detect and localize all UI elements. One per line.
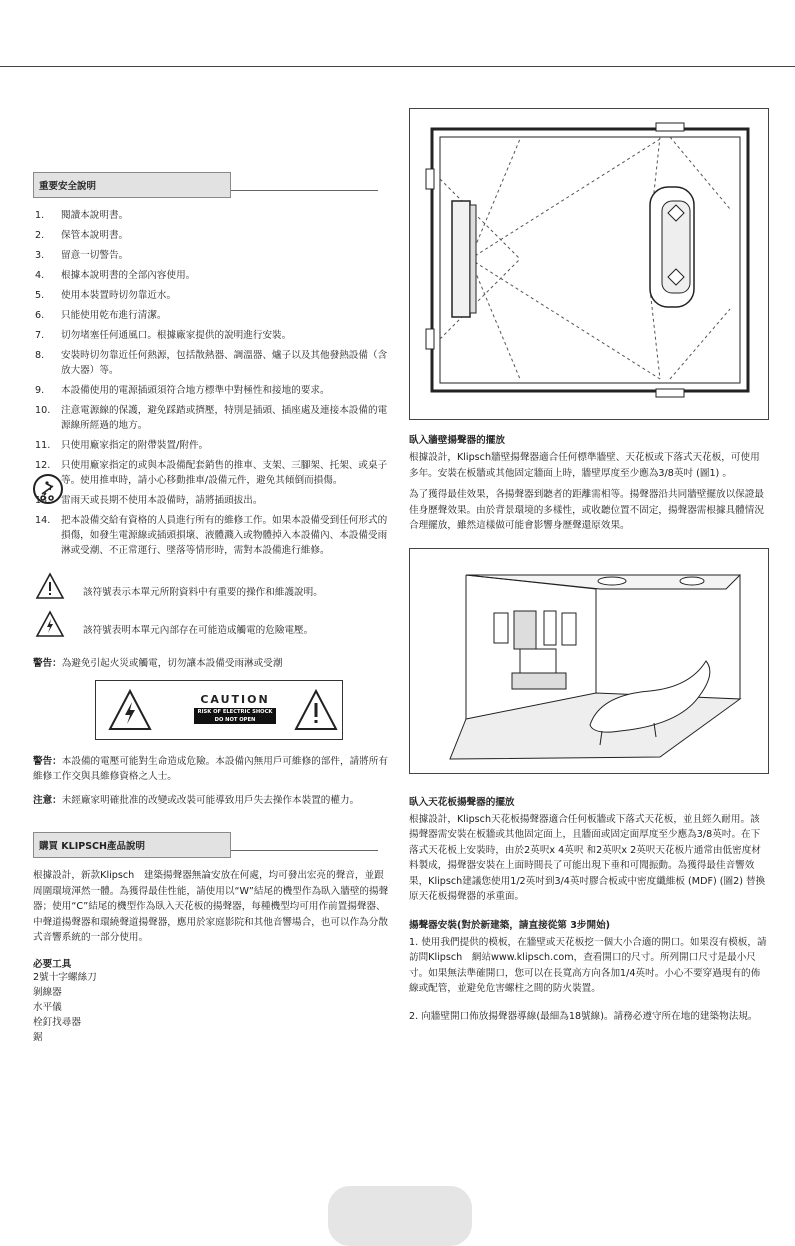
symbol1-text: 該符號表示本單元所附資料中有重要的操作和維護說明。 xyxy=(83,587,323,598)
page-tab xyxy=(328,1186,472,1246)
caution-sub1: RISK OF ELECTRIC SHOCK xyxy=(194,708,276,716)
top-rule xyxy=(0,66,795,67)
list-item: 10. 注意電源線的保護，避免踩踏或擠壓，特別是插頭、插座處及連接本設備的電源線所經過的地方。 xyxy=(35,405,388,431)
list-item: 3. 留意一切警告。 xyxy=(35,250,129,261)
list-item: 4. 根據本說明書的全部內容使用。 xyxy=(35,270,196,281)
purchase-header xyxy=(33,832,391,858)
warning-voltage: 警告：本設備的電壓可能對生命造成危險。本設備內無用戶可維修的部件，請將所有維修工作交與具維修資格之人士。 xyxy=(33,755,388,782)
symbol-row-exclamation xyxy=(33,572,391,606)
purchase-header-label: 購買 KLIPSCH產品說明 xyxy=(39,841,145,852)
notice-modification: 注意：未經廠家明確批准的改變或改裝可能導致用戶失去操作本裝置的權力。 xyxy=(33,794,360,806)
list-item: 2號十字螺絲刀 xyxy=(33,971,97,983)
right-column xyxy=(409,108,769,1030)
list-item: 栓釘找尋器 xyxy=(33,1016,81,1028)
tools-list xyxy=(33,956,391,1045)
lightning-triangle-icon xyxy=(108,689,152,731)
caution-word: CAUTION xyxy=(200,692,270,706)
lightning-triangle-icon xyxy=(35,610,65,638)
figure-wall-layout xyxy=(409,108,769,420)
list-item: 9. 本設備使用的電源插頭須符合地方標準中對極性和接地的要求。 xyxy=(35,385,330,396)
ceiling-paragraph: 根據設計，Klipsch天花板揚聲器適合任何板牆或下落式天花板，並且經久耐用。該揚聲器需安裝在板牆或其他固定面上，且牆面或固定面厚度至少應為3/8英吋。在下落式天花板上安裝時，由於2英呎x 4英呎 和2英呎x 2英呎天花板片通常由低密度材料製成，揚聲器安裝在上面時間長了可能出現下垂和可聞振動。為獲得最佳音響效果，Klipsch建議您使用1/2英吋到3/4英吋膠合板或中密度纖維板 (MDF) (圖2) 替換原天花板揚聲器的承重面。 xyxy=(409,813,766,902)
exclamation-triangle-icon xyxy=(294,689,338,731)
list-item: 1. 閱讀本說明書。 xyxy=(35,210,129,221)
wall-heading: 臥入牆壁揚聲器的擺放 xyxy=(409,435,505,446)
list-item: 水平儀 xyxy=(33,1001,62,1013)
warning-rain: 警告：為避免引起火災或觸電，切勿讓本設備受雨淋或受潮 xyxy=(33,658,283,669)
symbol2-text: 該符號表明本單元內部存在可能造成觸電的危險電壓。 xyxy=(83,625,314,636)
list-item: 12. 只使用廠家指定的或與本設備配套銷售的推車、支架、三腳架、托架、或桌子等。使用推車時，請小心移動推車/設備元件，避免其傾倒而損傷。 xyxy=(33,458,391,488)
list-item: 8. 安裝時切勿靠近任何熱源，包括散熱器、調溫器、爐子以及其他發熱設備（含放大器）等。 xyxy=(35,350,388,376)
purchase-intro: 根據設計，新款Klipsch 建築揚聲器無論安放在何處，均可發出宏亮的聲音，並跟周圍環境渾然一體。為獲得最佳性能，請使用以“W”結尾的機型作為臥入牆壁的揚聲器；使用“C”結尾的機型作為臥入天花板的揚聲器，每種機型均可用作前置揚聲器、中聲道揚聲器和環繞聲道揚聲器，應用於家庭影院和其他音響場合，也可以作為分散式音響系統的一部分使用。 xyxy=(33,870,389,943)
list-item: 7. 切勿堵塞任何通風口。根據廠家提供的說明進行安裝。 xyxy=(35,330,292,341)
room-plan-diagram xyxy=(410,109,768,419)
caution-sub2: DO NOT OPEN xyxy=(194,716,276,724)
figure-ceiling-layout xyxy=(409,548,769,774)
ceiling-heading: 臥入天花板揚聲器的擺放 xyxy=(409,796,515,808)
safety-header xyxy=(33,172,391,198)
safety-list xyxy=(33,208,391,558)
list-item: 剝線器 xyxy=(33,986,62,998)
install-step-1: 1. 使用我們提供的模板，在牆壁或天花板挖一個大小合適的開口。如果沒有模板，請訪問Klipsch 網站www.klipsch.com，查看開口的尺寸。所列開口尺寸是最小尺寸。如果無法準確開口，您可以在長寬高方向各加1/4英吋。小心不要穿過現有的佈線或配管，並避免危害螺柱之間的防火裝置。 xyxy=(409,936,767,994)
install-step-2: 2. 向牆壁開口佈放揚聲器導線(最細為18號線)。請務必遵守所在地的建築物法規。 xyxy=(409,1010,758,1022)
exclamation-triangle-icon xyxy=(35,572,65,600)
list-item: 5. 使用本裝置時切勿靠近水。 xyxy=(35,290,177,301)
wall-paragraph-2: 為了獲得最佳效果，各揚聲器到聽者的距離需相等。揚聲器沿共同牆壁擺放以保證最佳身歷聲效果。由於背景環境的多樣性，或收聽位置不固定，揚聲器需根據具體情況合理擺放，雖然這樣做可能會影響身歷聲還原效果。 xyxy=(409,489,764,531)
safety-header-label: 重要安全說明 xyxy=(39,181,97,192)
left-column xyxy=(33,172,391,1045)
list-item: 14. 把本設備交給有資格的人員進行所有的維修工作。如果本設備受到任何形式的損傷，如發生電源線或插頭損壞、液體濺入或物體掉入本設備內、本設備受雨淋或受潮、不正常運行、墜落等情形時，需對本設備進行維修。 xyxy=(35,515,388,556)
caution-label xyxy=(95,680,343,740)
wall-paragraph-1: 根據設計，Klipsch牆壁揚聲器適合任何標準牆壁、天花板或下落式天花板，可使用多年。安裝在板牆或其他固定牆面上時，牆壁厚度至少應為3/8英吋 (圖1) 。 xyxy=(409,452,760,479)
list-item: 11. 只使用廠家指定的附帶裝置/附件。 xyxy=(35,440,209,451)
tools-title: 必要工具 xyxy=(33,958,72,970)
install-heading: 揚聲器安裝(對於新建築，請直接從第 3步開始) xyxy=(409,919,611,931)
list-item: 2. 保管本說明書。 xyxy=(35,230,129,241)
list-item: 13. 雷雨天或長期不使用本設備時，請將插頭拔出。 xyxy=(35,495,263,506)
living-room-diagram xyxy=(410,549,768,773)
symbol-row-lightning xyxy=(33,610,391,644)
list-item: 6. 只能使用乾布進行清潔。 xyxy=(35,310,167,321)
list-item: 鋸 xyxy=(33,1031,43,1043)
